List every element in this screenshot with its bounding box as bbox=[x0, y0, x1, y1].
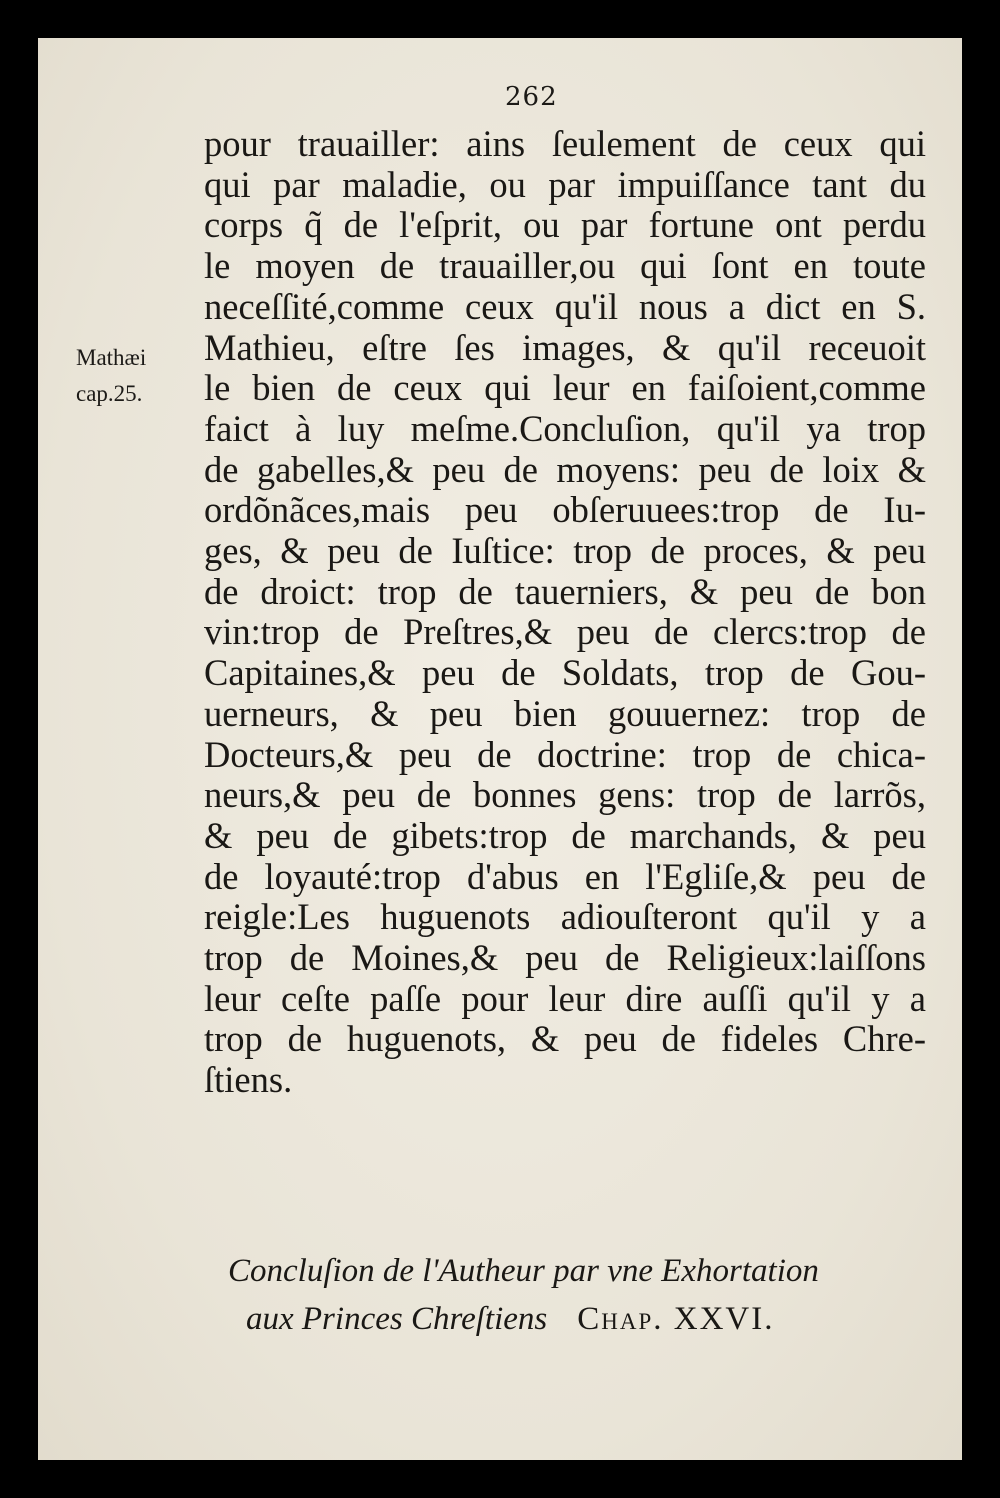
text-line: le bien de ceux qui leur en faiſoient,comme bbox=[204, 367, 926, 409]
marginal-note-line: cap.25. bbox=[76, 381, 143, 406]
text-line: corps q̃ de l'eſprit, ou par fortune ont perdu bbox=[204, 204, 926, 246]
text-line: Capitaines,& peu de Soldats, trop de Gou- bbox=[204, 652, 926, 694]
text-line: Mathieu, eſtre ſes images, & qu'il receuoit bbox=[204, 326, 926, 368]
chapter-heading bbox=[228, 1247, 908, 1343]
text-line: neceſſité,comme ceux qu'il nous a dict en S. bbox=[204, 285, 926, 327]
text-line: vin:trop de Preſtres,& peu de clercs:trop de bbox=[204, 611, 926, 653]
text-line: pour trauailler: ains ſeulement de ceux qui bbox=[204, 123, 926, 164]
page-number: 262 bbox=[505, 82, 558, 112]
body-text bbox=[204, 124, 926, 1101]
text-line: uerneurs, & peu bien gouuernez: trop de bbox=[204, 692, 926, 734]
marginal-note-line: Mathæi bbox=[76, 345, 147, 370]
text-line: ges, & peu de Iuſtice: trop de proces, & peu bbox=[204, 530, 926, 572]
text-line: de droict: trop de tauerniers, & peu de bon bbox=[204, 570, 926, 612]
text-line: faict à luy meſme.Concluſion, qu'il ya trop bbox=[204, 407, 926, 449]
text-line: le moyen de trauailler,ou qui ſont en toute bbox=[204, 245, 926, 287]
heading-line-2 bbox=[228, 1295, 908, 1343]
text-line: trop de Moines,& peu de Religieux:laiſſons bbox=[204, 937, 926, 979]
chapter-number: Chap. XXVI. bbox=[577, 1301, 775, 1337]
text-line: trop de huguenots, & peu de fideles Chre- bbox=[204, 1018, 926, 1060]
text-line: de gabelles,& peu de moyens: peu de loix & bbox=[204, 448, 926, 490]
heading-line-2-text: aux Princes Chreſtiens bbox=[246, 1301, 548, 1337]
text-line: ordõnãces,mais peu obſeruuees:trop de Iu- bbox=[204, 489, 926, 531]
heading-line-1: Concluſion de l'Autheur par vne Exhortation bbox=[228, 1253, 819, 1289]
text-line: de loyauté:trop d'abus en l'Egliſe,& peu de bbox=[204, 855, 926, 897]
text-line: Docteurs,& peu de doctrine: trop de chica- bbox=[204, 733, 926, 775]
marginal-note bbox=[76, 340, 146, 412]
text-line: leur ceſte paſſe pour leur dire auſſi qu'il y a bbox=[204, 977, 926, 1019]
text-line: ſtiens. bbox=[204, 1059, 293, 1101]
text-line: & peu de gibets:trop de marchands, & peu bbox=[204, 814, 926, 856]
text-line: reigle:Les huguenots adiouſteront qu'il y a bbox=[204, 896, 926, 938]
text-line: qui par maladie, ou par impuiſſance tant du bbox=[204, 163, 926, 205]
text-line: neurs,& peu de bonnes gens: trop de larrõs, bbox=[204, 774, 926, 816]
